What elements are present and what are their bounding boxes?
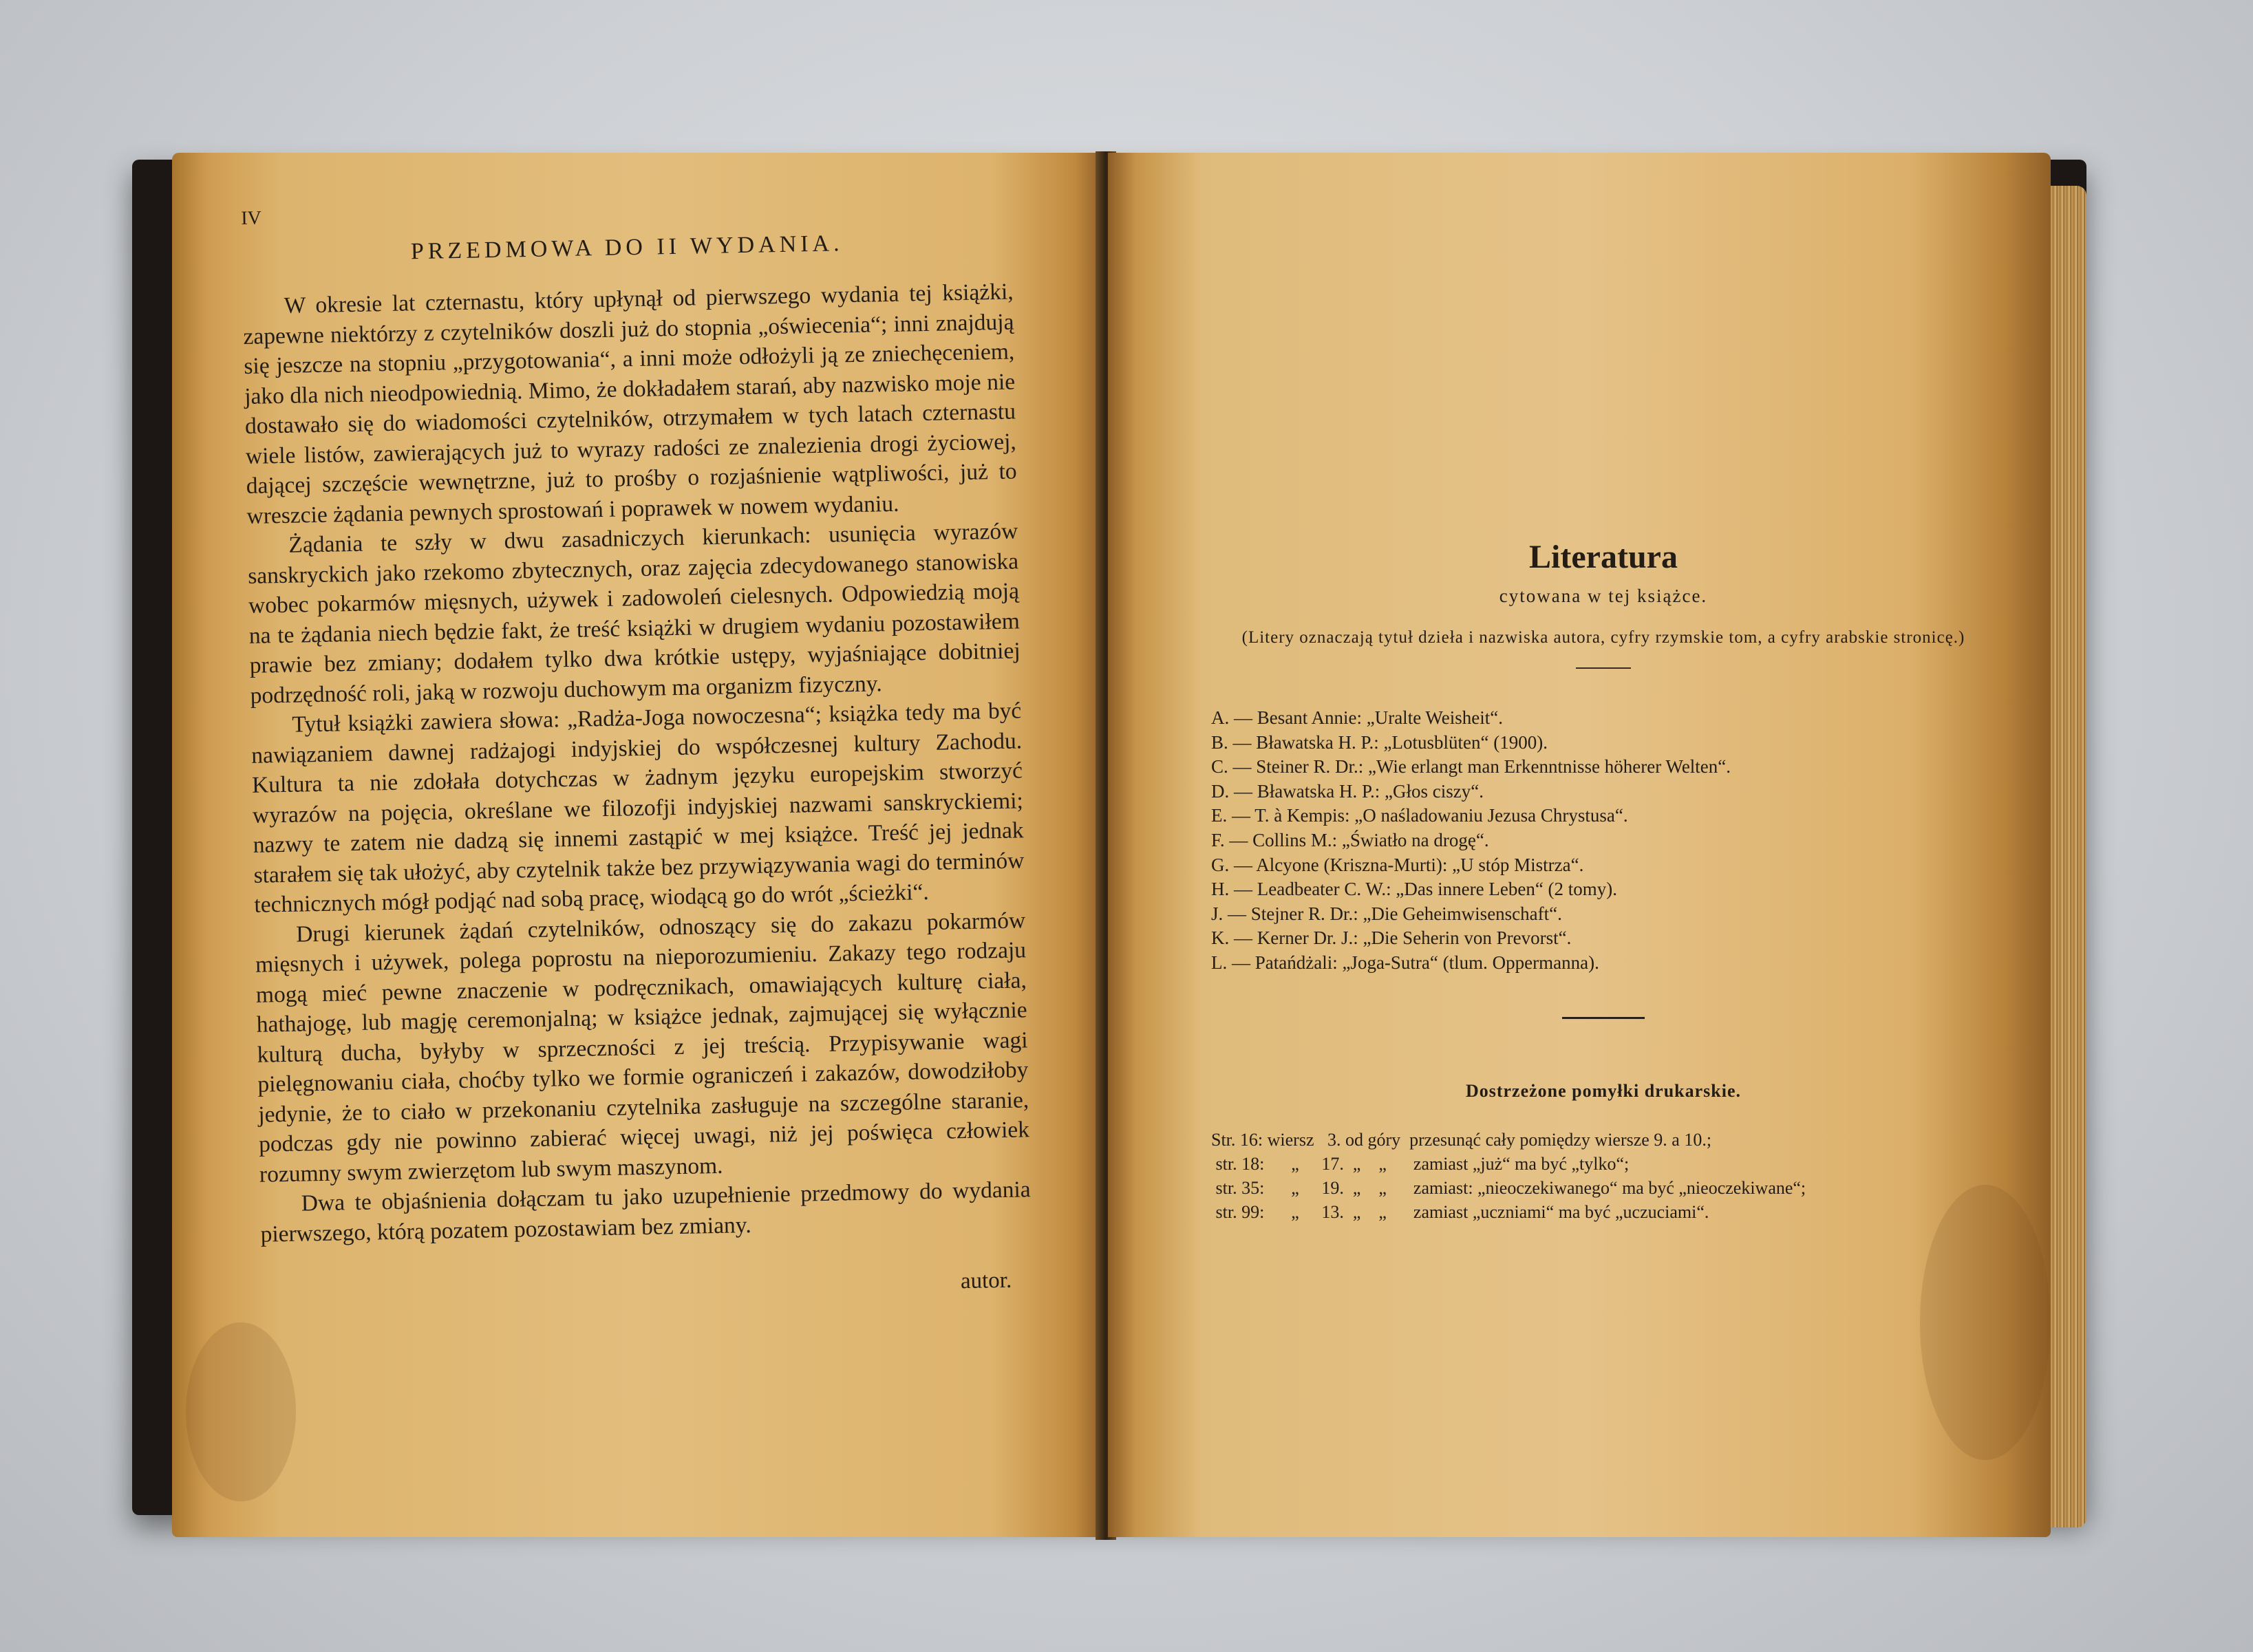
preface-paragraph-5: Dwa te objaśnienia dołączam tu jako uzupełnienie przedmowy do wydania pierwszego, którą pozatem pozostawiam bez zmiany. (260, 1177, 1031, 1247)
paper-stain (1920, 1185, 2051, 1460)
reference-item: D. — Bławatska H. P.: „Głos ciszy“. (1211, 780, 1484, 802)
preface-paragraph-2: Żądania te szły w dwu zasadniczych kierunkach: usunięcia wyrazów sanskryckich jako rzekomo zbytecznych, oraz zajęcia zdecydowanego stanowiska wobec pokarmów mięsnych, używek i zadowoleń cielesnych. Odpowiedzią moją na te żądania niech będzie fakt, że treść książki w drugiem wydaniu pozostawiłem prawie bez zmiany; dodałem tylko dwa krótkie ustępy, wyjaśniające dobitniej podrzędność roli, jaką w rozwoju duchowym ma organizm fizyczny. (247, 518, 1021, 709)
preface-column (241, 193, 1032, 1307)
reference-item: G. — Alcyone (Kriszna-Murti): „U stóp Mistrza“. (1211, 854, 1584, 875)
preface-paragraph-1: W okresie lat czternastu, który upłynął od pierwszego wydania tej książki, zapewne niektórzy z czytelników doszli już do stopnia „oświecenia“; inni znajdują się jeszcze na stopniu „przygotowania“, a inni może odłożyli ją ze zniechęceniem, jako dla nich nieodpowiednią. Mimo, że dokładałem starań, aby nazwisko moje nie dostawało się do wiadomości czytelników, otrzymałem w tych latach czternastu wiele listów, zawierających już to wyrazy radości ze znalezienia drogi życiowej, dającej szczęście wewnętrzne, już to prośby o rozjaśnienie wątpliwości, już to wreszcie żądania pewnych sprostowań i poprawek w nowem wydaniu. (243, 279, 1017, 529)
right-page (1108, 153, 2051, 1537)
section-divider (1562, 1017, 1645, 1019)
literature-subtitle: cytowana w tej książce. (1499, 586, 1708, 606)
errata-title: Dostrzeżone pomyłki drukarskie. (1465, 1080, 1742, 1101)
literature-column (1211, 538, 1996, 1224)
errata-row: str. 35: „ 19. „ „ zamiast: „nieoczekiwanego“ ma być „nieoczekiwane“; (1211, 1177, 1806, 1198)
reference-item: A. — Besant Annie: „Uralte Weisheit“. (1211, 707, 1503, 728)
literature-title: Literatura (1529, 539, 1678, 575)
paper-stain (186, 1322, 296, 1501)
page-number: IV (241, 207, 262, 229)
preface-paragraph-3: Tytuł książki zawiera słowa: „Radża-Joga nowoczesna“; książka tedy ma być nawiązaniem dawnej radżajogi indyjskiej do współczesnej kultury Zachodu. Kultura ta nie zdołała dotychczas w żadnym języku europejskim stworzyć wyrazów na pojęcia, określane we filozofji indyjskiej nazwami sanskryckiemi; nazwy te zatem nie dadzą się innemi zastąpić w mej książce. Treść jej jednak starałem się tak ułożyć, aby czytelnik także bez przywiązywania wagi do terminów technicznych mógł podjąć nad sobą pracę, wiodącą go do wrót „ścieżki“. (250, 698, 1025, 918)
reference-item: H. — Leadbeater C. W.: „Das innere Leben“ (2 tomy). (1211, 879, 1618, 900)
reference-list (1211, 706, 1996, 976)
reference-item: E. — T. à Kempis: „O naśladowaniu Jezusa Chrystusa“. (1211, 805, 1628, 826)
preface-signature: autor. (960, 1267, 1012, 1294)
literature-note: (Litery oznaczają tytuł dzieła i nazwiska autora, cyfry rzymskie tom, a cyfry arabskie stronicę.) (1241, 628, 1965, 647)
reference-item: L. — Patańdżali: „Joga-Sutra“ (tlum. Oppermanna). (1211, 952, 1599, 973)
reference-item: B. — Bławatska H. P.: „Lotusblüten“ (1900). (1211, 731, 1548, 753)
preface-title: PRZEDMOWA DO II WYDANIA. (410, 230, 844, 265)
reference-item: C. — Steiner R. Dr.: „Wie erlangt man Erkenntnisse höherer Welten“. (1211, 756, 1731, 777)
errata-row: Str. 16: wiersz 3. od góry przesunąć cały pomiędzy wiersze 9. a 10.; (1211, 1129, 1712, 1150)
reference-item: F. — Collins M.: „Światło na drogę“. (1211, 829, 1489, 850)
preface-paragraph-4: Drugi kierunek żądań czytelników, odnoszący się do zakazu pokarmów mięsnych i używek, polega poprostu na nieporozumieniu. Zakazy tego rodzaju mogą mieć pewne znaczenie w podręcznikach, omawiających kulturę ciała, hathajogę, lub magję ceremonjalną; w książce jednak, zajmującej się wyłącznie kulturą ducha, byłyby w sprzeczności z jej treścią. Przypisywanie wagi pielęgnowaniu ciała, choćby tylko we formie ograniczeń i zakazów, dowodziłoby jedynie, że to ciało w przekonaniu czytelnika zasługuje na szczególne staranie, podczas gdy nie powinno zabierać więcej uwagi, niż jej poświęca człowiek rozumny swym zwierzętom lub swym maszynom. (255, 907, 1030, 1188)
errata-row: str. 18: „ 17. „ „ zamiast „już“ ma być „tylko“; (1211, 1153, 1630, 1174)
errata-row: str. 99: „ 13. „ „ zamiast „uczniami“ ma być „uczuciami“. (1211, 1201, 1709, 1222)
left-page (172, 153, 1102, 1537)
section-divider (1576, 667, 1631, 669)
reference-item: J. — Stejner R. Dr.: „Die Geheimwisenschaft“. (1211, 903, 1562, 924)
errata-list (1211, 1128, 1996, 1224)
reference-item: K. — Kerner Dr. J.: „Die Seherin von Prevorst“. (1211, 927, 1572, 949)
